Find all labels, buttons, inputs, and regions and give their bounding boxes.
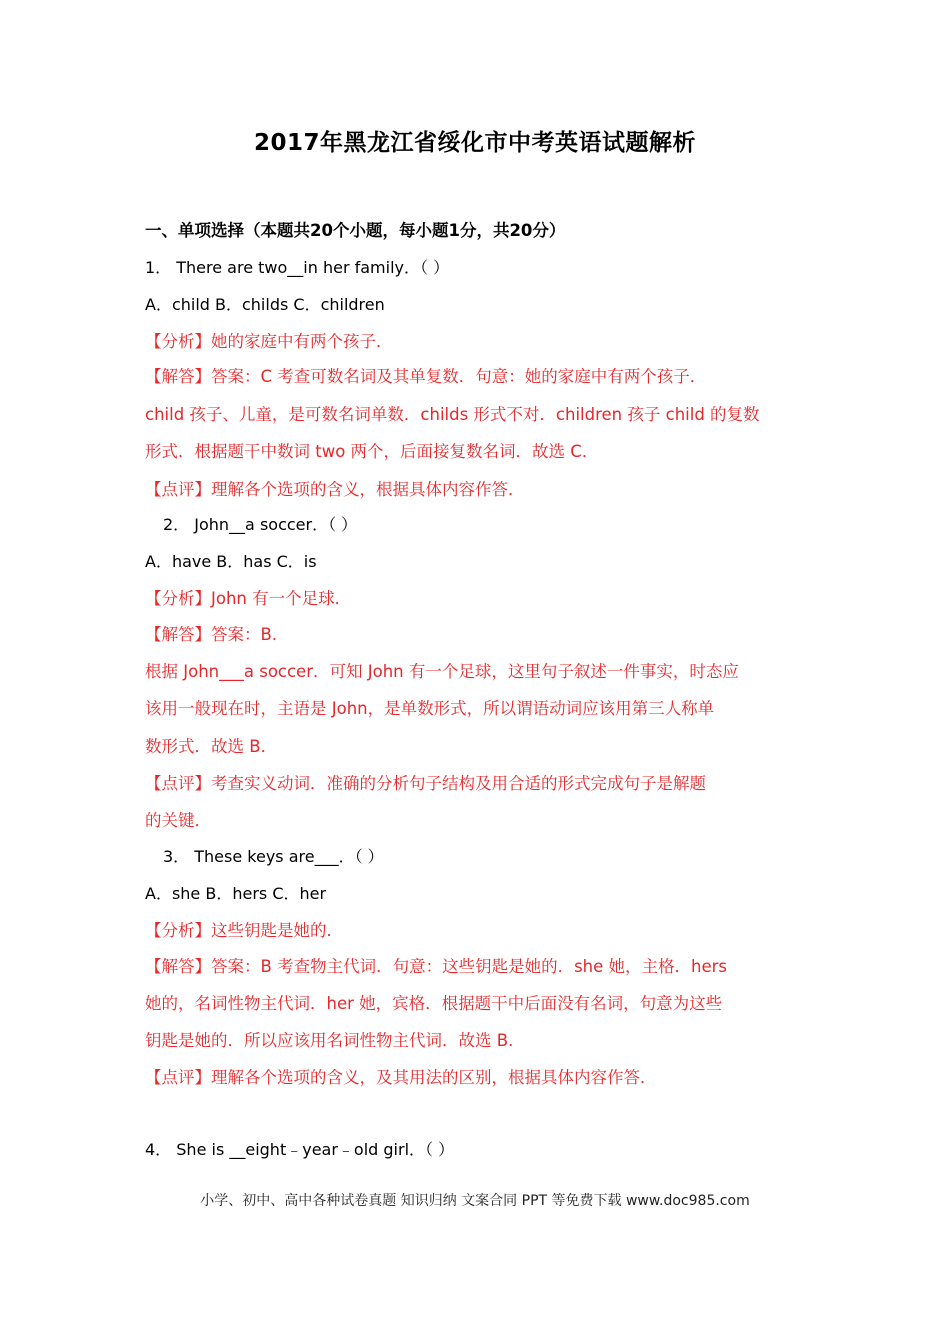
question-1-answer-line-1: 【解答】答案：C 考查可数名词及其单复数．句意：她的家庭中有两个孩子． xyxy=(145,367,707,386)
question-2-options: A．have B．has C．is xyxy=(145,552,317,571)
section-heading: 一、单项选择（本题共20个小题，每小题1分，共20分） xyxy=(145,221,566,240)
question-2-analysis: 【分析】John 有一个足球． xyxy=(145,589,352,608)
question-1-stem: 1． There are two__in her family．（ ） xyxy=(145,258,450,277)
question-3-stem: 3． These keys are___．（ ） xyxy=(163,847,384,866)
question-3-comment: 【点评】理解各个选项的含义，及其用法的区别，根据具体内容作答． xyxy=(145,1068,657,1087)
question-1-analysis: 【分析】她的家庭中有两个孩子． xyxy=(145,332,393,351)
question-2-answer-line-2: 根据 John___a soccer．可知 John 有一个足球，这里句子叙述一件事实，时态应 xyxy=(145,662,739,681)
question-1-comment: 【点评】理解各个选项的含义，根据具体内容作答． xyxy=(145,480,525,499)
page-footer: 小学、初中、高中各种试卷真题 知识归纳 文案合同 PPT 等免费下载 www.doc985.com xyxy=(200,1193,750,1209)
question-3-answer-line-3: 钥匙是她的．所以应该用名词性物主代词．故选 B． xyxy=(145,1031,525,1050)
question-3-options: A．she B．hers C．her xyxy=(145,884,327,903)
question-2-comment-line-1: 【点评】考查实义动词．准确的分析句子结构及用合适的形式完成句子是解题 xyxy=(145,774,706,793)
question-1-answer-line-2: child 孩子、儿童，是可数名词单数．childs 形式不对．children 孩子 child 的复数 xyxy=(145,405,760,424)
question-1-options: A．child B．childs C．children xyxy=(145,295,385,314)
question-2-answer-line-1: 【解答】答案：B． xyxy=(145,625,289,644)
question-3-answer-line-1: 【解答】答案：B 考查物主代词．句意：这些钥匙是她的．she 她，主格．hers xyxy=(145,957,728,976)
question-2-comment-line-2: 的关键． xyxy=(145,811,211,830)
page-title: 2017年黑龙江省绥化市中考英语试题解析 xyxy=(253,130,696,156)
question-2-answer-line-4: 数形式．故选 B． xyxy=(145,737,278,756)
question-2-answer-line-3: 该用一般现在时，主语是 John，是单数形式，所以谓语动词应该用第三人称单 xyxy=(145,699,715,718)
question-3-analysis: 【分析】这些钥匙是她的． xyxy=(145,921,343,940)
question-4-stem: 4． She is __eight﹣year﹣old girl．（ ） xyxy=(145,1140,455,1159)
question-2-stem: 2． John__a soccer．（ ） xyxy=(163,515,358,534)
question-3-answer-line-2: 她的，名词性物主代词．her 她，宾格．根据题干中后面没有名词，句意为这些 xyxy=(145,994,723,1013)
question-1-answer-line-3: 形式．根据题干中数词 two 两个，后面接复数名词．故选 C． xyxy=(145,442,599,461)
